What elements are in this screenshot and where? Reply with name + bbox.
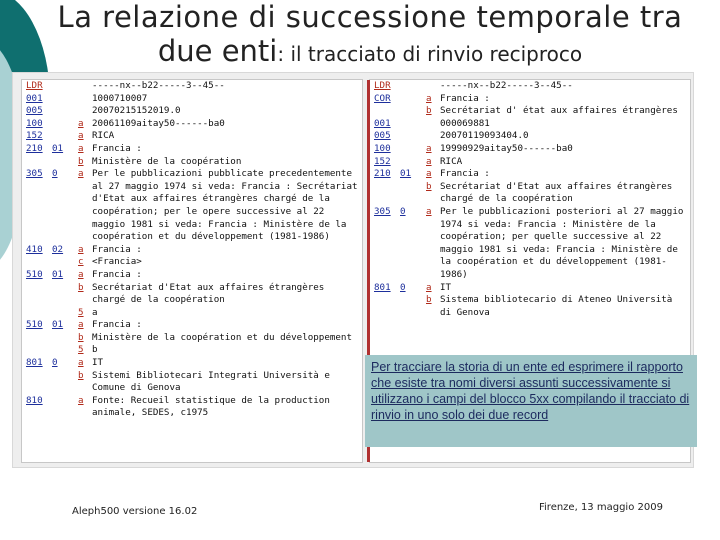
field-value: Ministère de la coopération [92, 155, 242, 167]
field-indicator[interactable]: 0 [400, 205, 406, 217]
record-field-row [22, 357, 362, 370]
subfield-code[interactable]: b [78, 281, 84, 293]
record-field-row [370, 105, 690, 118]
record-field-row [22, 244, 362, 257]
field-value: 1000710007 [92, 92, 148, 104]
record-field-row [22, 269, 362, 282]
field-value: Sistemi Bibliotecari Integrati Università e Comune di Genova [92, 369, 330, 394]
subfield-code[interactable]: a [78, 243, 84, 255]
field-tag[interactable]: 210 [26, 142, 43, 154]
subfield-code[interactable]: 5 [78, 306, 84, 318]
record-field-row [370, 282, 690, 295]
subfield-code[interactable]: b [78, 369, 84, 381]
subfield-code[interactable]: a [78, 319, 84, 331]
field-indicator[interactable]: 01 [400, 168, 412, 180]
field-value: 20061109aitay50------ba0 [92, 117, 225, 129]
field-tag[interactable]: 410 [26, 243, 43, 255]
field-value: Francia : [92, 142, 142, 154]
subfield-code[interactable]: b [78, 331, 84, 343]
title-line-2 [20, 34, 720, 71]
field-value: b [92, 344, 98, 356]
subfield-code[interactable]: b [426, 180, 432, 192]
field-tag[interactable]: 100 [374, 142, 391, 154]
footer-version: Aleph500 versione 16.02 [72, 506, 198, 517]
field-value: Fonte: Recueil statistique de la production animale, SEDES, c1975 [92, 394, 330, 419]
field-indicator[interactable]: 0 [52, 357, 58, 369]
record-field-row [22, 93, 362, 106]
field-value: RICA [92, 130, 115, 142]
record-field-row [22, 319, 362, 332]
field-tag[interactable]: 152 [374, 155, 391, 167]
field-value: Secrétariat d'Etat aux affaires étrangères chargé de la coopération [92, 281, 325, 306]
record-field-row [370, 294, 690, 319]
field-value: Francia : [92, 319, 142, 331]
title-line-2-rest: : il tracciato di rinvio reciproco [277, 42, 583, 66]
record-field-row [370, 143, 690, 156]
subfield-code[interactable]: c [78, 256, 84, 268]
field-tag[interactable]: 005 [374, 130, 391, 142]
subfield-code[interactable]: 5 [78, 344, 84, 356]
record-field-row [370, 93, 690, 106]
field-value: Francia : [440, 168, 490, 180]
field-tag[interactable]: 001 [374, 117, 391, 129]
field-value: Per le pubblicazioni pubblicate precedentemente al 27 maggio 1974 si veda: Francia : Secrétariat d'Etat aux affaires étrangères chargé de la coopération; per le opere successive al 22 maggio 1981 si veda: Francia : Ministère de la coopération et du développement (1981-1986) [92, 168, 358, 243]
record-field-row [22, 344, 362, 357]
field-value: Per le pubblicazioni posteriori al 27 maggio 1974 si veda: Francia : Ministère de la coopération; per quelle successive al 22 maggio 1981 si veda: Francia : Ministère de la coopération et du développement (1981-1986) [440, 205, 684, 280]
subfield-code[interactable]: a [78, 394, 84, 406]
subfield-code[interactable]: a [426, 92, 432, 104]
record-field-row [370, 168, 690, 181]
field-value: Ministère de la coopération et du développement [92, 331, 352, 343]
field-tag[interactable]: 305 [374, 205, 391, 217]
subfield-code[interactable]: a [78, 168, 84, 180]
left-authority-record [21, 79, 363, 463]
record-field-row [22, 80, 362, 93]
field-value: 19990929aitay50------ba0 [440, 142, 573, 154]
field-tag[interactable]: 801 [26, 357, 43, 369]
record-field-row [370, 130, 690, 143]
field-tag[interactable]: COR [374, 92, 391, 104]
record-field-row [370, 206, 690, 282]
field-value: Sistema bibliotecario di Ateneo Università di Genova [440, 294, 673, 318]
subfield-code[interactable]: a [426, 205, 432, 217]
record-field-row [22, 307, 362, 320]
record-field-row [22, 156, 362, 169]
field-value: Francia : [92, 268, 142, 280]
subfield-code[interactable]: a [78, 142, 84, 154]
field-tag[interactable]: 001 [26, 92, 43, 104]
subfield-code[interactable]: b [426, 105, 432, 117]
field-value: IT [440, 281, 452, 293]
record-field-row [22, 118, 362, 131]
field-tag[interactable]: LDR [26, 80, 43, 91]
subfield-code[interactable]: b [426, 294, 432, 306]
subfield-code[interactable]: a [78, 130, 84, 142]
subfield-code[interactable]: a [426, 155, 432, 167]
subfield-code[interactable]: b [78, 155, 84, 167]
subfield-code[interactable]: a [426, 142, 432, 154]
field-value: Francia : [92, 243, 142, 255]
title-line-2-main: due enti [157, 34, 278, 68]
record-field-row [22, 168, 362, 244]
field-tag[interactable]: 210 [374, 168, 391, 180]
field-indicator[interactable]: 0 [400, 281, 406, 293]
explanation-callout: Per tracciare la storia di un ente ed esprimere il rapporto che esiste tra nomi diversi assunti successivamente si utilizzano i campi del blocco 5xx compilando il tracciato di rinvio in uno solo dei due record [365, 355, 697, 447]
subfield-code[interactable]: a [78, 268, 84, 280]
record-field-row [370, 80, 690, 93]
field-value: IT [92, 357, 104, 369]
title-line-1: La relazione di successione temporale tra [57, 0, 683, 34]
field-value: 20070215152019.0 [92, 105, 181, 117]
record-field-row [370, 181, 690, 206]
field-value: Francia : [440, 92, 490, 104]
field-value: 20070119093404.0 [440, 130, 529, 142]
field-value: <Francia> [92, 256, 142, 268]
field-indicator[interactable]: 01 [52, 319, 64, 331]
field-tag[interactable]: 100 [26, 117, 43, 129]
record-field-row [22, 370, 362, 395]
subfield-code[interactable]: a [426, 168, 432, 180]
field-value: 000069881 [440, 117, 490, 129]
field-value: RICA [440, 155, 463, 167]
footer-date: Firenze, 13 maggio 2009 [539, 502, 663, 513]
field-tag[interactable]: 005 [26, 105, 43, 117]
record-field-row [22, 105, 362, 118]
field-tag[interactable]: 152 [26, 130, 43, 142]
record-field-row [22, 395, 362, 420]
field-value: -----nx--b22-----3--45-- [440, 80, 573, 91]
record-field-row [22, 130, 362, 143]
field-tag[interactable]: 510 [26, 319, 43, 331]
record-field-row [22, 256, 362, 269]
record-field-row [370, 156, 690, 169]
field-indicator[interactable]: 01 [52, 142, 64, 154]
field-value: Secrétariat d'Etat aux affaires étrangères chargé de la coopération [440, 180, 673, 205]
record-field-row [370, 118, 690, 131]
field-indicator[interactable]: 02 [52, 243, 64, 255]
field-indicator[interactable]: 0 [52, 168, 58, 180]
subfield-code[interactable]: a [78, 117, 84, 129]
subfield-code[interactable]: a [426, 281, 432, 293]
field-value: a [92, 306, 98, 318]
record-field-row [22, 282, 362, 307]
field-tag[interactable]: 305 [26, 168, 43, 180]
field-tag[interactable]: 510 [26, 268, 43, 280]
subfield-code[interactable]: a [78, 357, 84, 369]
field-tag[interactable]: 801 [374, 281, 391, 293]
field-tag[interactable]: 810 [26, 394, 43, 406]
record-field-row [22, 332, 362, 345]
slide-title [20, 0, 720, 71]
field-tag[interactable]: LDR [374, 80, 391, 91]
field-indicator[interactable]: 01 [52, 268, 64, 280]
field-value: -----nx--b22-----3--45-- [92, 80, 225, 91]
field-value: Secrétariat d' état aux affaires étrangères [440, 105, 678, 117]
record-field-row [22, 143, 362, 156]
